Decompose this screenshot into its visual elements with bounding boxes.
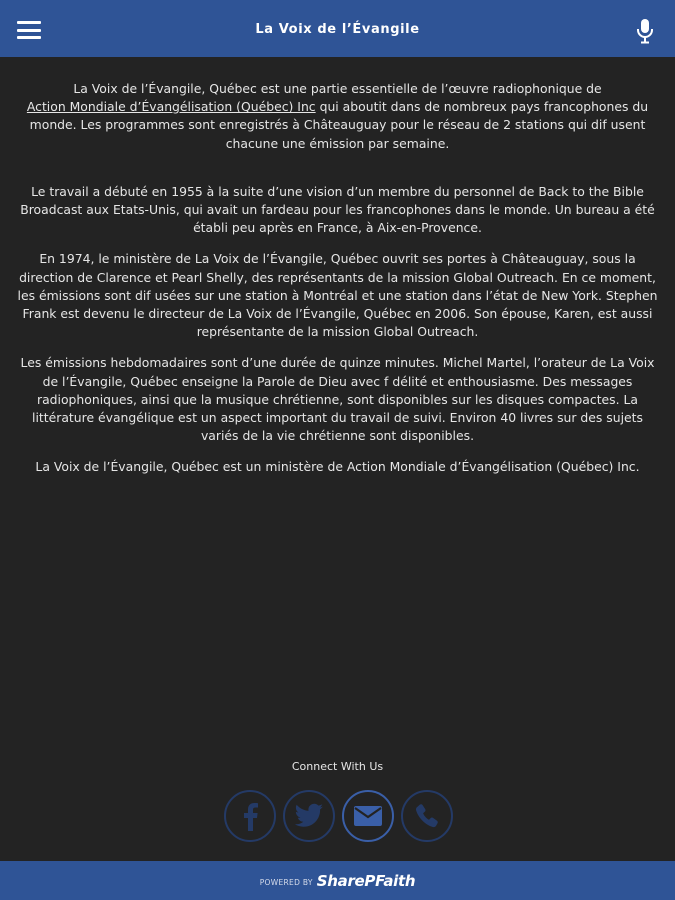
paragraph-broadcasts: Les émissions hebdomadaires sont d’une durée de quinze minutes. Michel Martel, l’orateur de La Voix de l’Évangile, Québec enseigne la Parole de Dieu avec f délité et enthousiasme. Des messages radiophoniques, ainsi que la musique chrétienne, sont disponibles sur les disques compactes. La littérature évangélique est un aspect important du travail de suivi. Environ 40 livres sur des sujets variés de la vie chrétienne sont disponibles. — [20, 355, 655, 444]
footer-bar — [0, 861, 675, 900]
email-icon — [353, 805, 383, 827]
sharefaith-logo[interactable]: SharePFaith — [316, 871, 416, 890]
hamburger-menu-icon[interactable] — [17, 21, 41, 39]
twitter-button[interactable] — [283, 790, 335, 842]
page-title: La Voix de l’Évangile — [255, 22, 420, 37]
intro-text-continued: qui aboutit dans de nombreux pays francophones du monde. Les programmes sont enregistrés à Châteauguay pour le réseau de 2 stations qui dif usent chacune une émission par semaine. — [29, 99, 649, 151]
connect-label: Connect With Us — [291, 760, 384, 773]
microphone-icon[interactable] — [635, 18, 655, 44]
facebook-button[interactable] — [224, 790, 276, 842]
paragraph-history: Le travail a débuté en 1955 à la suite d’une vision d’un membre du personnel de Back to the Bible Broadcast aux Etats-Unis, qui avait un fardeau pour les francophones dans le monde. Un bureau a été établi peu après en France, à Aix-en-Provence. — [20, 183, 655, 236]
top-app-bar — [0, 0, 675, 57]
email-button[interactable] — [342, 790, 394, 842]
intro-text: La Voix de l’Évangile, Québec est une partie essentielle de l’œuvre radiophonique de — [73, 81, 602, 96]
phone-icon — [414, 803, 440, 829]
action-mondiale-link[interactable]: Action Mondiale d’Évangélisation (Québec) Inc — [26, 99, 316, 115]
paragraph-ministry: En 1974, le ministère de La Voix de l’Évangile, Québec ouvrit ses portes à Châteauguay, sous la direction de Clarence et Pearl Shelly, des représentants de la mission Global Outreach. En ce moment, les émissions sont dif usées sur une station à Montréal et une station dans l’état de New York. Stephen Frank est devenu le directeur de La Voix de l’Évangile, Québec en 2006. Son épouse, Karen, est aussi représentante de la mission Global Outreach. — [17, 251, 658, 340]
facebook-icon — [239, 801, 261, 831]
powered-by-label: POWERED BY — [259, 877, 313, 887]
social-links — [224, 790, 453, 842]
paragraph-intro — [14, 80, 661, 153]
phone-button[interactable] — [401, 790, 453, 842]
about-content — [14, 80, 661, 490]
paragraph-affiliation: La Voix de l’Évangile, Québec est un ministère de Action Mondiale d’Évangélisation (Québec) Inc. — [35, 459, 640, 475]
twitter-icon — [294, 803, 324, 829]
